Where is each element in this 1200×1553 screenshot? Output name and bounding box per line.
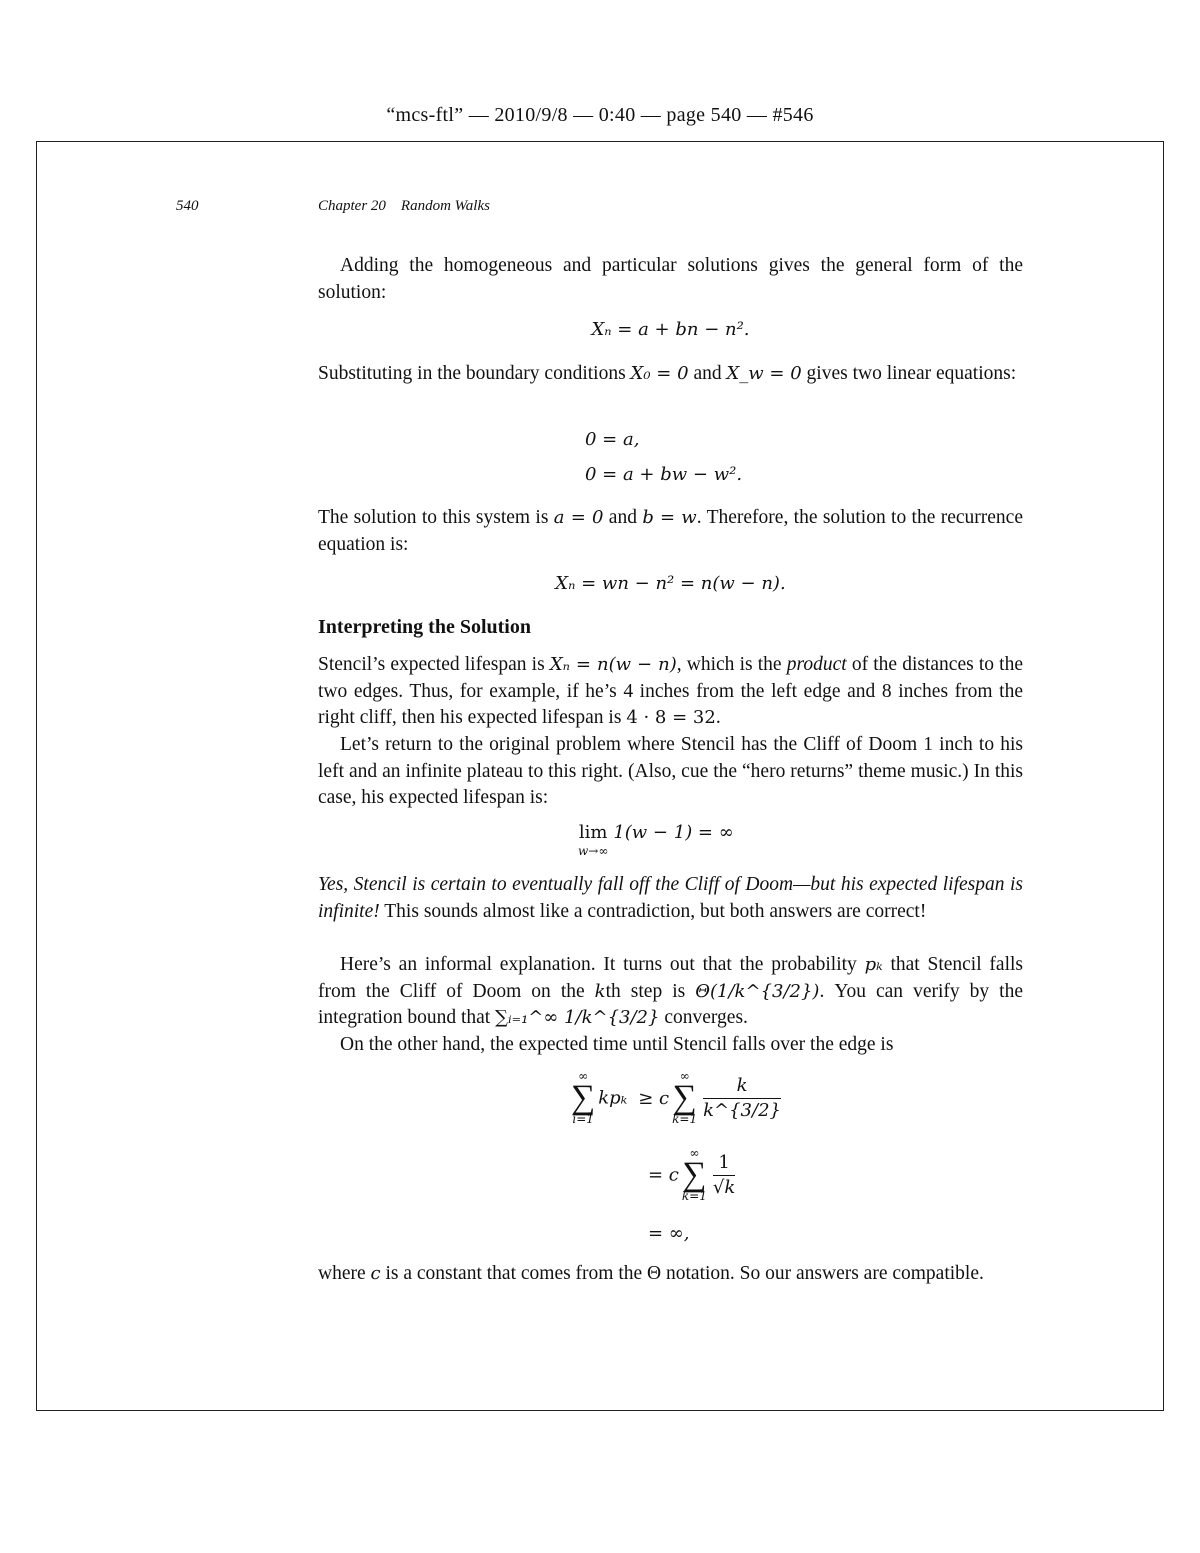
text-run: converges. xyxy=(659,1007,748,1028)
lim-subscript: w→∞ xyxy=(578,844,609,858)
emphasis-text: Yes, Stencil is certain to eventually fall off the Cliff of Doom—but his expected lifespan is infinite! xyxy=(318,874,1023,922)
text-run: , which is the xyxy=(676,654,787,675)
equation-solution xyxy=(318,572,1023,595)
equation-text: Xₙ = wn − n² = n(w − n). xyxy=(555,573,786,594)
equation-general-form xyxy=(318,318,1023,341)
paragraph-informal-explanation xyxy=(318,952,1023,1032)
chapter-title: Chapter 20 Random Walks xyxy=(318,198,490,214)
equation-sum-line-3 xyxy=(648,1222,690,1245)
paragraph-text: Adding the homogeneous and particular solutions gives the general form of the solution: xyxy=(318,255,1023,303)
sum-lower: i=1 xyxy=(572,1112,594,1126)
paragraph-compatible xyxy=(318,1261,1023,1288)
math-c: c xyxy=(370,1263,381,1284)
emphasis-product: product xyxy=(786,654,847,675)
sum-operator-i xyxy=(571,1070,595,1126)
text-run: and xyxy=(603,507,643,528)
text-run: gives two linear equations: xyxy=(801,363,1017,384)
text-run: . You can verify by the integration bound that xyxy=(318,980,1023,1028)
sum-operator-k xyxy=(682,1147,707,1203)
equation-text: Xₙ = a + bn − n². xyxy=(591,319,750,340)
paragraph-lifespan xyxy=(318,652,1023,732)
math-lifespan: Xₙ = n(w − n) xyxy=(549,654,677,675)
equation-text: = ∞, xyxy=(648,1223,690,1244)
text-run: . xyxy=(715,707,721,728)
equation-text: 0 = a, xyxy=(585,429,640,450)
sum-term: kpₖ xyxy=(598,1087,628,1109)
geq-c: ≥ c xyxy=(638,1087,670,1109)
equation-text: 0 = a + bw − w². xyxy=(585,464,743,485)
sum-upper: ∞ xyxy=(689,1146,700,1160)
sum-symbol: ∑ xyxy=(682,1156,707,1193)
paragraph-boundary-conditions xyxy=(318,361,1023,388)
sum-upper: ∞ xyxy=(679,1069,690,1083)
math-xw: X_w = 0 xyxy=(726,363,802,384)
math-x0: X₀ = 0 xyxy=(630,363,689,384)
paragraph-text: On the other hand, the expected time until Stencil falls over the edge is xyxy=(340,1034,894,1055)
text-run: where xyxy=(318,1263,371,1284)
equation-linear-1 xyxy=(585,428,639,451)
text-run: of the distances to the two edges. Thus, for example, if he’s 4 inches from the left edge and 8 inches from the right cliff, then his expected lifespan is xyxy=(318,654,1023,728)
paragraph-yes-stencil xyxy=(318,872,1023,925)
sum-operator-k xyxy=(672,1070,697,1126)
math-product: 4 · 8 = 32 xyxy=(626,707,716,728)
equation-sum-line-2 xyxy=(648,1147,738,1203)
text-run: Here’s an informal explanation. It turns out that the probability xyxy=(340,954,865,975)
math-k: k xyxy=(594,980,606,1002)
math-a0: a = 0 xyxy=(553,507,604,528)
sum-lower: k=1 xyxy=(672,1112,698,1126)
math-sum-inline: ∑ᵢ₌₁^∞ 1/k^{3/2} xyxy=(495,1007,660,1028)
section-heading: Interpreting the Solution xyxy=(318,616,531,638)
fraction-k-over-k32 xyxy=(703,1074,781,1123)
lim-expression: 1(w − 1) = ∞ xyxy=(613,822,734,843)
eq-c: = c xyxy=(648,1164,679,1186)
equation-linear-2 xyxy=(585,463,742,486)
equation-sum-line-1 xyxy=(568,1070,784,1126)
text-run: . Therefore, the solution to the recurrence equation is: xyxy=(318,507,1023,555)
text-run: and xyxy=(688,363,727,384)
paragraph-expected-time xyxy=(318,1032,1023,1059)
paragraph-general-form xyxy=(318,253,1023,306)
text-run: that Stencil falls from the Cliff of Doom on the xyxy=(318,954,1023,1002)
text-run: Substituting in the boundary conditions xyxy=(318,363,631,384)
math-bw: b = w xyxy=(642,507,697,528)
math-theta: Θ(1/k^{3/2}) xyxy=(695,980,820,1002)
text-run: th step is xyxy=(605,980,696,1002)
fraction-numerator: k xyxy=(703,1074,781,1099)
text-run: The solution to this system is xyxy=(318,507,554,528)
paragraph-original-problem xyxy=(318,732,1023,812)
sum-symbol: ∑ xyxy=(672,1079,697,1116)
limit-operator xyxy=(578,822,608,858)
lim-text: lim xyxy=(578,822,608,843)
text-run: Stencil’s expected lifespan is xyxy=(318,654,550,675)
paragraph-system-solution xyxy=(318,505,1023,558)
fraction-1-over-sqrtk xyxy=(713,1151,735,1200)
text-run: is a constant that comes from the Θ notation. So our answers are compatible. xyxy=(380,1263,984,1284)
sum-symbol: ∑ xyxy=(571,1079,596,1116)
text-run: This sounds almost like a contradiction, but both answers are correct! xyxy=(379,900,927,922)
paragraph-text: Let’s return to the original problem where Stencil has the Cliff of Doom 1 inch to his left and an infinite plateau to this right. (Also, cue the “hero returns” theme music.) In this case, his expected lifespan is: xyxy=(318,734,1023,808)
sum-lower: k=1 xyxy=(681,1189,707,1203)
fraction-denominator: √k xyxy=(712,1176,736,1198)
math-pk: pₖ xyxy=(864,954,883,975)
page-number: 540 xyxy=(176,198,199,214)
running-header: “mcs-ftl” — 2010/9/8 — 0:40 — page 540 — #546 xyxy=(386,104,814,126)
fraction-denominator: k^{3/2} xyxy=(703,1099,781,1121)
equation-limit xyxy=(578,822,734,858)
fraction-numerator: 1 xyxy=(713,1151,735,1176)
sum-upper: ∞ xyxy=(578,1069,589,1083)
